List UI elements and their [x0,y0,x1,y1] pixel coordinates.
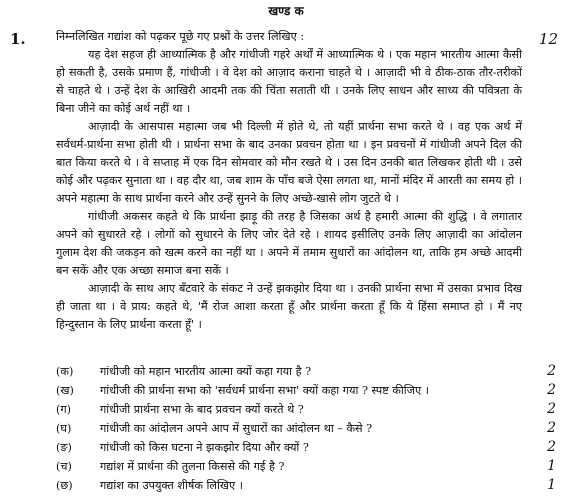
question-marks: 12 [538,30,558,48]
sub-question-label: (क) [56,365,74,378]
question-number: 1. [10,30,26,48]
sub-question-label: (छ) [56,479,73,492]
sub-question [56,381,556,400]
sub-question-label: (घ) [56,422,72,435]
sub-question [56,419,556,438]
sub-question-marks: 2 [547,420,556,436]
sub-question-text: गद्यांश में प्रार्थना की तुलना किससे की गई है ? [100,460,285,473]
sub-question-text: गांधीजी को महान भारतीय आत्मा क्यों कहा गया है ? [100,365,312,378]
sub-question-text: गद्यांश का उपयुक्त शीर्षक लिखिए । [100,479,243,492]
sub-question-text: गांधीजी की प्रार्थना सभा को 'सर्वधर्म प्रार्थना सभा' क्यों कहा गया ? स्पष्ट कीजिए । [100,384,429,397]
sub-question [56,362,556,381]
sub-question-marks: 2 [547,439,556,455]
passage [56,28,522,334]
sub-question [56,476,556,495]
sub-question-text: गांधीजी प्रार्थना सभा के बाद प्रवचन क्यों करते थे ? [100,403,304,416]
sub-question [56,457,556,476]
sub-question-text: गांधीजी को किस घटना ने झकझोर दिया और क्यों ? [100,441,309,454]
instruction-text: निम्नलिखित गद्यांश को पढ़कर पूछे गए प्रश्नों के उत्तर लिखिए : [56,30,305,43]
sub-question-text: गांधीजी का आंदोलन अपने आप में सुधारों का आंदोलन था – कैसे ? [100,422,373,435]
sub-question-marks: 2 [547,363,556,379]
sub-question-label: (ख) [56,384,74,397]
passage-paragraph: आज़ादी के साथ आए बँटवारे के संकट ने उन्हें झकझोर दिया था । उनकी प्रार्थना सभा में उसका प्रभाव दिख ही जाता था । वे प्राय: कहते थे, 'मैं रोज आशा करता हूँ और प्रार्थना करता हूँ कि ये हिंसा समाप्त हो । मैं नए हिन्दुस्तान के लिए प्रार्थना करता हूँ' । [56,282,522,331]
sub-question-label: (ङ) [56,441,72,454]
passage-paragraph: गांधीजी अकसर कहते थे कि प्रार्थना झाड़ू की तरह है जिसका अर्थ है हमारी आत्मा की शुद्धि । वे लगातार अपने को सुधारते रहे । लोगों को सुधारने के लिए जोर देते रहे । शायद इसीलिए उनके लिए आज़ादी का आंदोलन गुलाम देश की जकड़न को खत्म करने का नहीं था । अपने में तमाम सुधारों का आंदोलन था, ताकि हम अच्छे आदमी बन सकें और एक अच्छा समाज बना सकें । [56,210,522,277]
passage-paragraph: आज़ादी के आसपास महात्मा जब भी दिल्ली में होते थे, तो यहीं प्रार्थना सभा करते थे । वह एक अर्थ में सर्वधर्म-प्रार्थना सभा होती थी । प्रार्थना सभा के बाद उनका प्रवचन होता था । इन प्रवचनों में गांधीजी अपने दिल की बात किया करते थे । वे सप्ताह में एक दिन सोमवार को मौन रखते थे । उस दिन उनकी बात लिखकर होती थी । उसे कोई और पढ़कर सुनाता था । वह दौर था, जब शाम के पाँच बजे ऐसा लगता था, मानों मंदिर में आरती का समय हो । अपने महात्मा के साथ प्रार्थना करने और उन्हें सुनने के लिए अच्छे-खासे लोग जुटते थे । [56,120,522,205]
sub-question-marks: 2 [547,382,556,398]
passage-paragraph: यह देश सहज ही आध्यात्मिक है और गांधीजी गहरे अर्थों में आध्यात्मिक थे । एक महान भारतीय आत्मा कैसी हो सकती है, उसके प्रमाण हैं, गांधीजी । वे देश को आज़ाद कराना चाहते थे । आज़ादी भी वे ठीक-ठाक तौर-तरीकों से चाहते थे । उन्हें देश के आखिरी आदमी तक की चिंता सताती थी । उनके लिए साधन और साध्य की पवित्रता के बिना जीने का कोई अर्थ नहीं था । [56,48,522,115]
section-title: खण्ड क [268,4,304,18]
question-list [56,362,556,495]
sub-question [56,400,556,419]
sub-question-marks: 1 [547,458,556,474]
sub-question-label: (च) [56,460,72,473]
sub-question [56,438,556,457]
sub-question-marks: 1 [547,477,556,493]
sub-question-marks: 2 [547,401,556,417]
sub-question-label: (ग) [56,403,72,416]
